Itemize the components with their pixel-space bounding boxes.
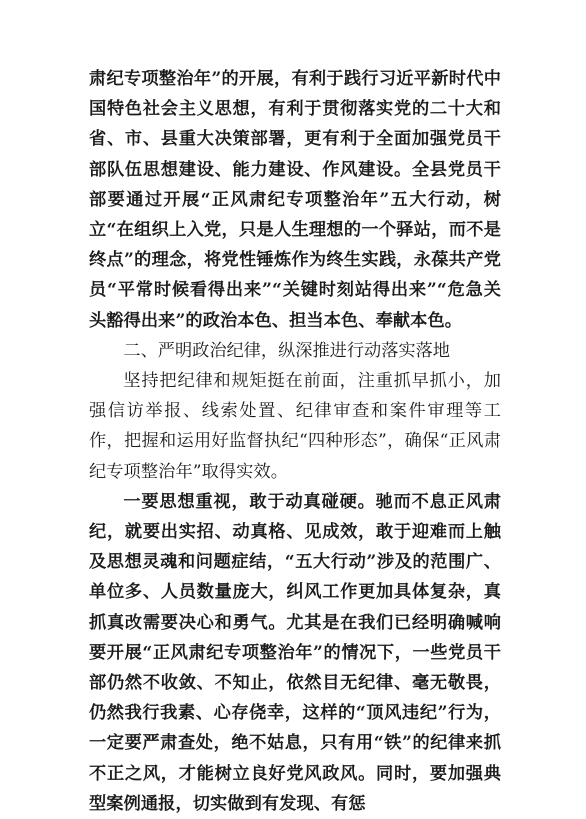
document-body bbox=[89, 64, 501, 819]
paragraph-1: 肃纪专项整治年”的开展，有利于践行习近平新时代中国特色社会主义思想，有利于贯彻落实党的二十大和省、市、县重大决策部署，更有利于全面加强党员干部队伍思想建设、能力建设、作风建设。全县党员干部要通过开展“正风肃纪专项整治年”五大行动，树立“在组织上入党，只是人生理想的一个驿站，而不是终点”的理念，将党性锤炼作为终生实践，永葆共产党员“平常时候看得出来”“关键时刻站得出来”“危急关头豁得出来”的政治本色、担当本色、奉献本色。 bbox=[89, 69, 501, 331]
paragraph-3: 坚持把纪律和规矩挺在前面，注重抓早抓小，加强信访举报、线索处置、纪律审查和案件审理等工作，把握和运用好监督执纪“四种形态”，确保“正风肃纪专项整治年”取得实效。 bbox=[89, 371, 501, 482]
section-heading-2: 二、严明政治纪律，纵深推进行动落实落地 bbox=[123, 340, 450, 361]
paragraph-4: 一要思想重视，敢于动真碰硬。驰而不息正风肃纪，就要出实招、动真格、见成效，敢于迎难而上触及思想灵魂和问题症结，“五大行动”涉及的范围广、单位多、人员数量庞大，纠风工作更加具体复杂，真抓真改需要决心和勇气。尤其是在我们已经明确喊响要开展“正风肃纪专项整治年”的情况下，一些党员干部仍然不收敛、不知止，依然目无纪律、毫无敬畏，仍然我行我素、心存侥幸，这样的“顶风违纪”行为，一定要严肃查处，绝不姑息，只有用“铁”的纪律来抓不正之风，才能树立良好党风政风。同时，要加强典型案例通报，切实做到有发现、有惩 bbox=[89, 491, 501, 814]
